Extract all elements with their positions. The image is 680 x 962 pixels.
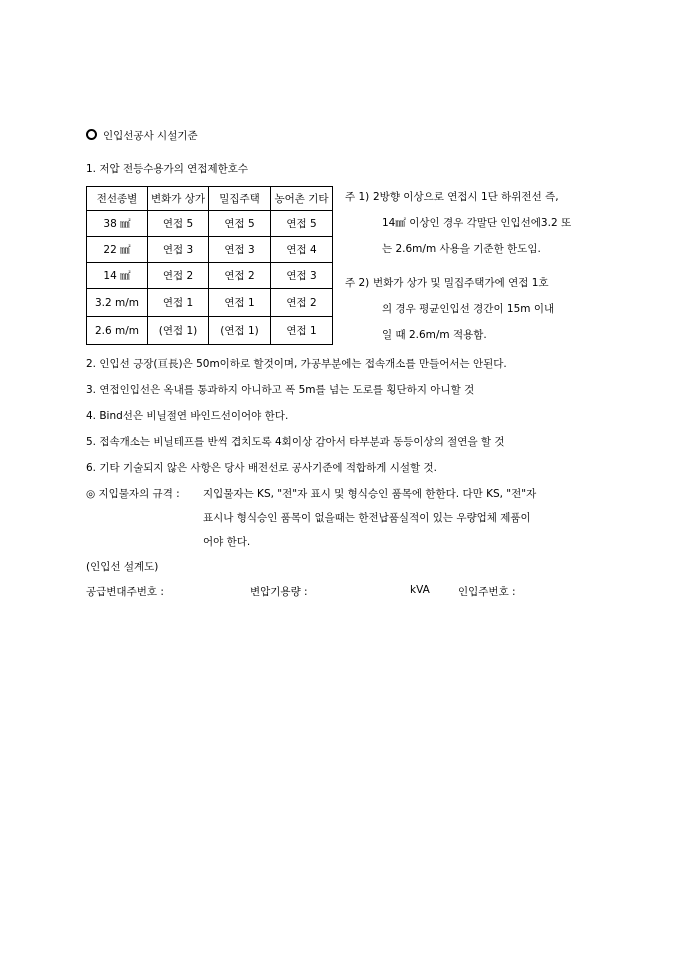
table-cell: (연접 1): [148, 317, 209, 345]
design-title: (인입선 설계도): [86, 561, 159, 573]
spec-line: 지입물자는 KS, "전"자 표시 및 형식승인 품목에 한한다. 다만 KS, "전"자: [203, 488, 537, 500]
section-heading: [86, 128, 198, 143]
table-cell: 14 ㎟: [87, 263, 148, 289]
item-4: 4. Bind선은 비닐절연 바인드선이어야 한다.: [86, 410, 289, 422]
section1-title: 1. 저압 전등수용가의 연접제한호수: [86, 163, 249, 175]
table-cell: 2.6 m/m: [87, 317, 148, 345]
kva-unit: kVA: [410, 584, 430, 596]
note-1: [345, 184, 571, 262]
connection-limit-table: [86, 186, 333, 345]
table-cell: 연접 2: [148, 263, 209, 289]
spec-label: ◎ 지입물자의 규격 :: [86, 488, 180, 500]
header-cell: 변화가 상가: [148, 187, 209, 211]
table-cell: 3.2 m/m: [87, 289, 148, 317]
heading-text: 인입선공사 시설기준: [103, 130, 198, 142]
table-row: [87, 211, 333, 237]
table-cell: 22 ㎟: [87, 237, 148, 263]
table-cell: 연접 5: [209, 211, 271, 237]
item-5: 5. 접속개소는 비닐테프를 반씩 겹치도록 4회이상 감아서 타부분과 동등이상의 절연을 할 것: [86, 436, 505, 448]
spec-line: 어야 한다.: [203, 536, 251, 548]
header-cell: 전선종별: [87, 187, 148, 211]
table-row: [87, 263, 333, 289]
item-2: 2. 인입선 긍장(亘長)은 50m이하로 할것이며, 가공부분에는 접속개소를 만들어서는 안된다.: [86, 358, 507, 370]
table-cell: 연접 2: [271, 289, 333, 317]
table-cell: 연접 1: [271, 317, 333, 345]
item-6: 6. 기타 기술되지 않은 사항은 당사 배전선로 공사기준에 적합하게 시설할 것.: [86, 462, 438, 474]
table-header-row: [87, 187, 333, 211]
table-cell: 연접 5: [148, 211, 209, 237]
table-cell: 연접 3: [148, 237, 209, 263]
table-cell: 연접 3: [271, 263, 333, 289]
entry-pole-label: 인입주번호 :: [458, 586, 516, 598]
note-2: [345, 270, 554, 348]
table-cell: 연접 4: [271, 237, 333, 263]
note-line: 의 경우 평균인입선 경간이 15m 이내: [382, 303, 555, 315]
table-cell: 연접 2: [209, 263, 271, 289]
table-cell: 연접 1: [209, 289, 271, 317]
note-line: 는 2.6m/m 사용을 기준한 한도임.: [382, 243, 541, 255]
note-line: 일 때 2.6m/m 적용함.: [382, 329, 487, 341]
table-row: [87, 289, 333, 317]
item-3: 3. 연접인입선은 옥내를 통과하지 아니하고 폭 5m를 넘는 도로를 횡단하지 아니할 것: [86, 384, 475, 396]
spec-line: 표시나 형식승인 품목이 없을때는 한전납품실적이 있는 우량업체 제품이: [203, 512, 531, 524]
header-cell: 농어촌 기타: [271, 187, 333, 211]
note-line: 2방향 이상으로 연접시 1단 하위전선 즉,: [373, 191, 559, 203]
note-label: 주 1): [345, 191, 370, 203]
note-line: 14㎟ 이상인 경우 각말단 인입선에3.2 또: [382, 217, 572, 229]
pole-number-label: 공급변대주번호 :: [86, 586, 164, 598]
note-line: 번화가 상가 및 밀집주택가에 연접 1호: [373, 277, 549, 289]
note-label: 주 2): [345, 277, 370, 289]
table-cell: 연접 5: [271, 211, 333, 237]
circle-bullet-icon: [86, 129, 97, 140]
table-row: [87, 237, 333, 263]
table-cell: 연접 1: [148, 289, 209, 317]
header-cell: 밀집주택: [209, 187, 271, 211]
table-cell: (연접 1): [209, 317, 271, 345]
table-cell: 연접 3: [209, 237, 271, 263]
table-cell: 38 ㎟: [87, 211, 148, 237]
transformer-capacity-label: 변압기용량 :: [250, 586, 308, 598]
table-row: [87, 317, 333, 345]
